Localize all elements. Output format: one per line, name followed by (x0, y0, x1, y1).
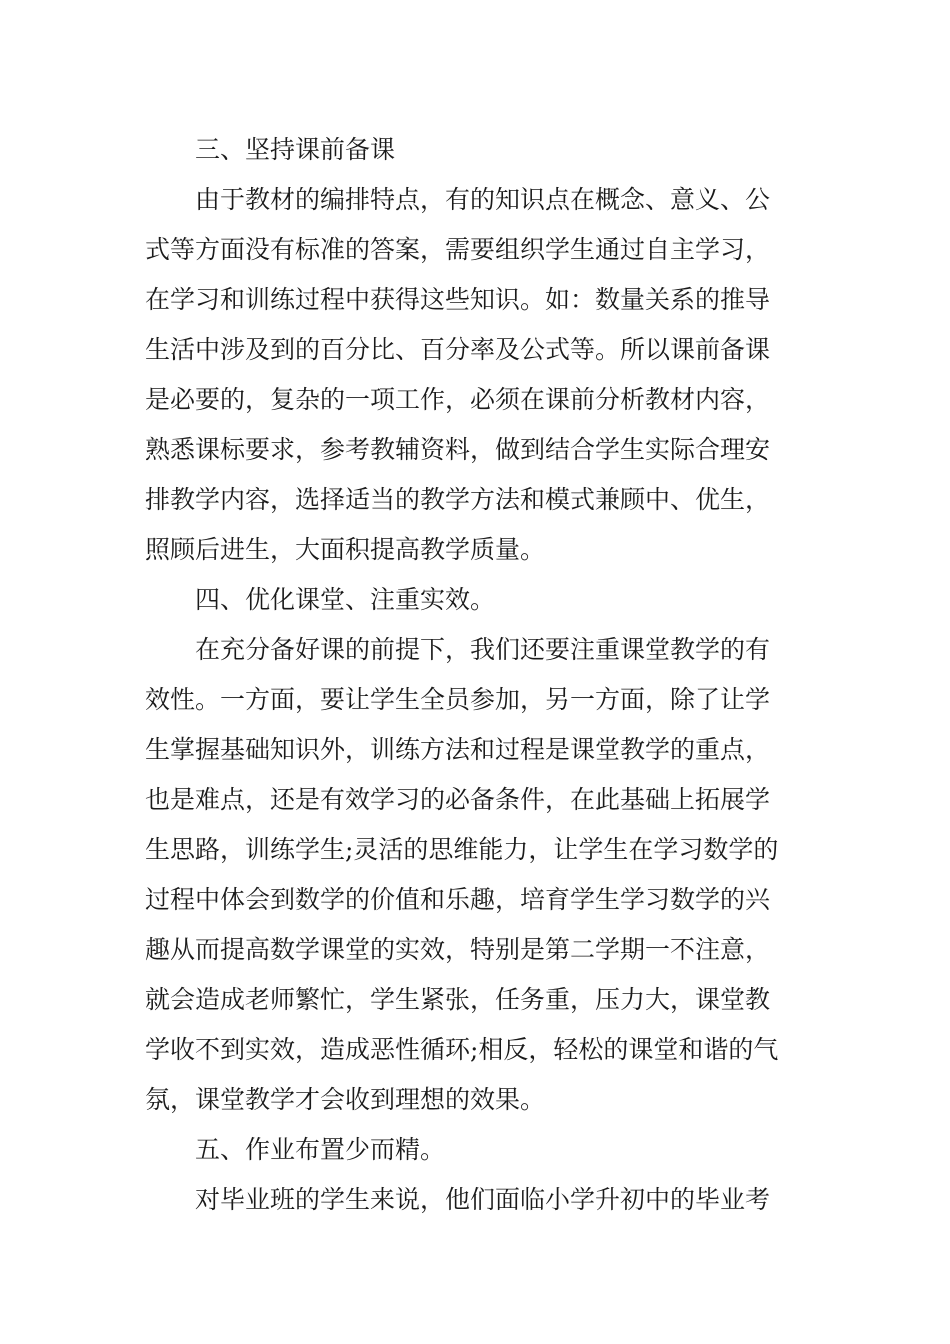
paragraph-line: 也是难点，还是有效学习的必备条件，在此基础上拓展学 (145, 785, 771, 814)
paragraph-line: 是必要的，复杂的一项工作，必须在课前分析教材内容， (145, 385, 771, 414)
paragraph-line: 效性。一方面，要让学生全员参加，另一方面，除了让学 (145, 685, 771, 714)
paragraph-line: 排教学内容，选择适当的教学方法和模式兼顾中、优生， (145, 485, 771, 514)
paragraph-line: 趣从而提高数学课堂的实效，特别是第二学期一不注意， (145, 935, 771, 964)
paragraph-line: 式等方面没有标准的答案，需要组织学生通过自主学习， (145, 235, 771, 264)
paragraph-line: 生活中涉及到的百分比、百分率及公式等。所以课前备课 (145, 335, 771, 364)
paragraph-line: 在学习和训练过程中获得这些知识。如：数量关系的推导 (145, 285, 771, 314)
paragraph-line: 在充分备好课的前提下，我们还要注重课堂教学的有 (195, 635, 771, 664)
paragraph-line: 熟悉课标要求，参考教辅资料，做到结合学生实际合理安 (145, 435, 771, 464)
paragraph-line: 就会造成老师繁忙，学生紧张，任务重，压力大，课堂教 (145, 985, 771, 1014)
paragraph-line: 生掌握基础知识外，训练方法和过程是课堂教学的重点， (145, 735, 771, 764)
paragraph-line: 照顾后进生，大面积提高教学质量。 (145, 535, 546, 564)
paragraph-line: 氛，课堂教学才会收到理想的效果。 (145, 1085, 546, 1114)
section-heading-4: 四、优化课堂、注重实效。 (195, 585, 496, 614)
section-heading-3: 三、坚持课前备课 (195, 135, 396, 164)
section-heading-5: 五、作业布置少而精。 (195, 1135, 446, 1164)
paragraph-line: 由于教材的编排特点，有的知识点在概念、意义、公 (195, 185, 771, 214)
paragraph-line: 生思路，训练学生;灵活的思维能力，让学生在学习数学的 (145, 835, 779, 864)
paragraph-line: 对毕业班的学生来说，他们面临小学升初中的毕业考 (195, 1185, 771, 1214)
paragraph-line: 学收不到实效，造成恶性循环;相反，轻松的课堂和谐的气 (145, 1035, 779, 1064)
paragraph-line: 过程中体会到数学的价值和乐趣，培育学生学习数学的兴 (145, 885, 771, 914)
